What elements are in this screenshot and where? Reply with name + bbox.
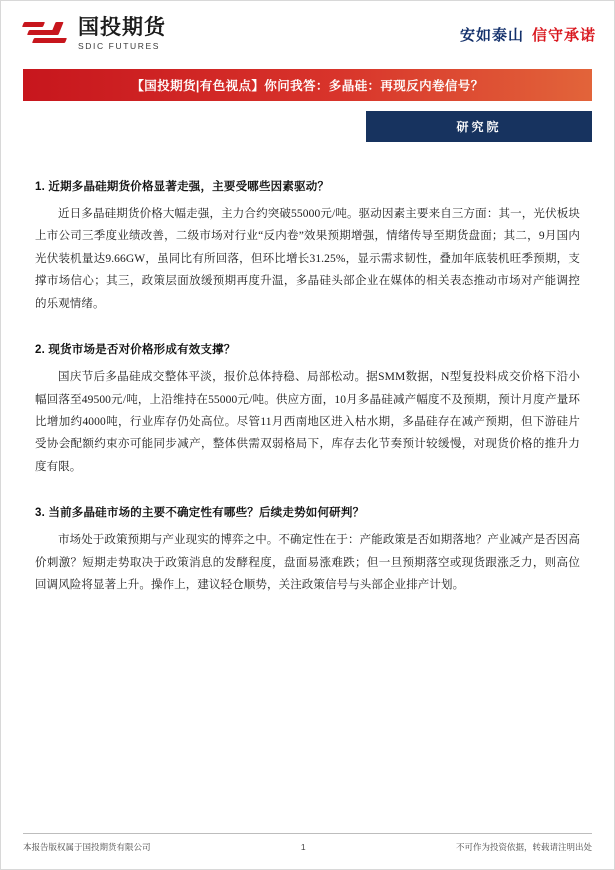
footer-divider (23, 833, 592, 834)
footer-disclaimer: 不可作为投资依据，转载请注明出处 (455, 842, 592, 852)
question-heading-1: 1. 近期多晶硅期货价格显著走强，主要受哪些因素驱动？ (35, 181, 330, 193)
page-number: 1 (300, 842, 306, 852)
brand-name-en: SDIC FUTURES (78, 41, 161, 52)
department-row (23, 111, 592, 142)
brand-slogan (460, 24, 596, 45)
document-footer (23, 833, 592, 853)
brand-text (78, 17, 166, 51)
soic-futures-logo-icon (23, 19, 69, 49)
slogan-secondary: 信守承诺 (531, 26, 596, 44)
brand-name-cn: 国投期货 (78, 16, 166, 40)
report-body (35, 178, 580, 596)
answer-paragraph-1: 近日多晶硅期货价格大幅走强，主力合约突破55000元/吨。驱动因素主要来自三方面：其一，光伏板块上市公司三季度业绩改善，二级市场对行业“反内卷”效果预期增强，情绪传导至期货盘面；其二，9月国内光伏装机量达9.66GW，虽同比有所回落，但环比增长31.25%，显示需求韧性，叠加年底装机旺季预期，支撑市场信心；其三，政策层面放缓预期再度升温，多晶硅头部企业在媒体的相关表态推动市场对产能调控的乐观情绪。 (35, 208, 580, 310)
answer-paragraph-3: 市场处于政策预期与产业现实的博弈之中。不确定性在于：产能政策是否如期落地？产业减产是否因高价刺激？短期走势取决于政策消息的发酵程度，盘面易涨难跌；但一旦预期落空或现货跟涨乏力，则高位回调风险将显著上升。操作上，建议轻仓顺势，关注政策信号与头部企业排产计划。 (35, 534, 580, 592)
footer-copyright: 本报告版权属于国投期货有限公司 (23, 842, 151, 852)
department-badge: 研究院 (366, 111, 592, 142)
slogan-primary: 安如泰山 (459, 26, 524, 44)
question-heading-2: 2. 现货市场是否对价格形成有效支撑？ (35, 344, 236, 357)
document-header (1, 1, 614, 63)
question-heading-3: 3. 当前多晶硅市场的主要不确定性有哪些？后续走势如何研判？ (35, 507, 365, 520)
answer-paragraph-2: 国庆节后多晶硅成交整体平淡，报价总体持稳、局部松动。据SMM数据，N型复投料成交价格下沿小幅回落至49500元/吨，上沿维持在55000元/吨。供应方面，10月多晶硅减产幅度不及预期，预计月度产量环比增加约4000吨，行业库存仍处高位。尽管11月西南地区进入枯水期，多晶硅存在减产预期，但下游硅片受协会配额约束亦可能同步减产，整体供需双弱格局下，库存去化节奏预计较缓慢，对现货价格的推升力度有限。 (35, 371, 580, 473)
brand-lockup (23, 17, 166, 51)
footer-row (23, 841, 592, 853)
report-title-bar: 【国投期货|有色视点】你问我答：多晶硅：再现反内卷信号？ (23, 69, 592, 101)
